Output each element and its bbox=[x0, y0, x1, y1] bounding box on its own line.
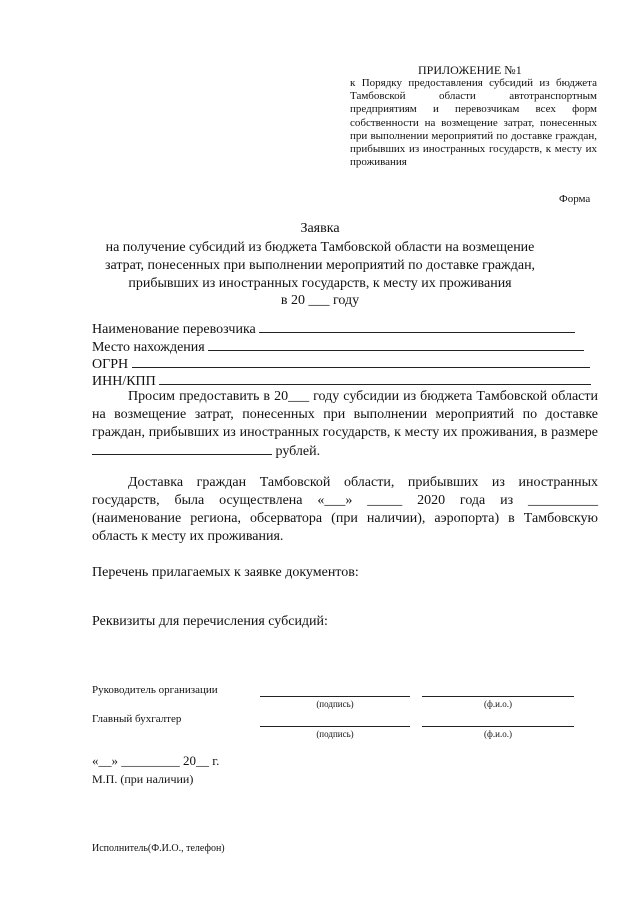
accountant-name-caption: (ф.и.о.) bbox=[484, 729, 512, 739]
location-field bbox=[92, 338, 584, 356]
delivery-paragraph bbox=[92, 474, 598, 546]
title-line-4: прибывших из иностранных государств, к месту их проживания bbox=[128, 276, 512, 291]
stamp-label: М.П. (при наличии) bbox=[92, 772, 194, 786]
inn-line[interactable] bbox=[159, 372, 591, 385]
carrier-name-label: Наименование перевозчика bbox=[92, 322, 256, 337]
annex-description: к Порядку предоставления субсидий из бюджета Тамбовской области автотранспортным предприятиям и перевозчикам всех форм собственности на возмещение затрат, понесенных при выполнении мероприятий по доставке граждан, прибывших из иностранных государств, к месту их проживания bbox=[350, 77, 597, 169]
ogrn-line[interactable] bbox=[132, 355, 590, 368]
location-line[interactable] bbox=[208, 338, 584, 351]
delivery-text: Доставка граждан Тамбовской области, прибывших из иностранных государств, была осуществлена «___» _____ 2020 года из __________ (наименование региона, обсерватора (при наличии), аэропорта) в Тамбовскую область к месту их проживания. bbox=[92, 475, 598, 544]
form-label: Форма bbox=[559, 193, 591, 205]
date-line: «__» _________ 20__ г. bbox=[92, 753, 220, 768]
requisites-heading: Реквизиты для перечисления субсидий: bbox=[92, 614, 328, 629]
accountant-signature-caption: (подпись) bbox=[316, 729, 354, 739]
head-name-line[interactable] bbox=[422, 696, 574, 697]
annex-title: ПРИЛОЖЕНИЕ №1 bbox=[418, 63, 522, 77]
title-line-2: на получение субсидий из бюджета Тамбовской области на возмещение bbox=[105, 240, 535, 255]
location-label: Место нахождения bbox=[92, 340, 205, 355]
request-paragraph bbox=[92, 388, 598, 461]
head-name-caption: (ф.и.о.) bbox=[484, 699, 512, 709]
currency-label: рублей. bbox=[275, 444, 321, 459]
accountant-signature-line[interactable] bbox=[260, 726, 410, 727]
carrier-name-line[interactable] bbox=[259, 320, 575, 333]
document-title: Заявка bbox=[300, 221, 340, 236]
inn-label: ИНН/КПП bbox=[92, 374, 156, 389]
ogrn-label: ОГРН bbox=[92, 357, 129, 372]
request-text: Просим предоставить в 20___ году субсидии из бюджета Тамбовской области на возмещение затрат, понесенных при выполнении мероприятий по доставке граждан, прибывших из иностранных государств, к месту их проживания, в размере bbox=[92, 389, 598, 440]
accountant-label: Главный бухгалтер bbox=[92, 713, 182, 725]
accountant-name-line[interactable] bbox=[422, 726, 574, 727]
carrier-name-field bbox=[92, 320, 575, 338]
head-label: Руководитель организации bbox=[92, 684, 218, 696]
title-line-5: в 20 ___ году bbox=[280, 293, 360, 308]
executor-label: Исполнитель(Ф.И.О., телефон) bbox=[92, 843, 225, 854]
title-line-3: затрат, понесенных при выполнении мероприятий по доставке граждан, bbox=[104, 258, 536, 273]
documents-list-heading: Перечень прилагаемых к заявке документов: bbox=[92, 565, 359, 580]
amount-line[interactable] bbox=[92, 442, 272, 455]
ogrn-field bbox=[92, 355, 590, 373]
head-signature-caption: (подпись) bbox=[316, 699, 354, 709]
head-signature-line[interactable] bbox=[260, 696, 410, 697]
